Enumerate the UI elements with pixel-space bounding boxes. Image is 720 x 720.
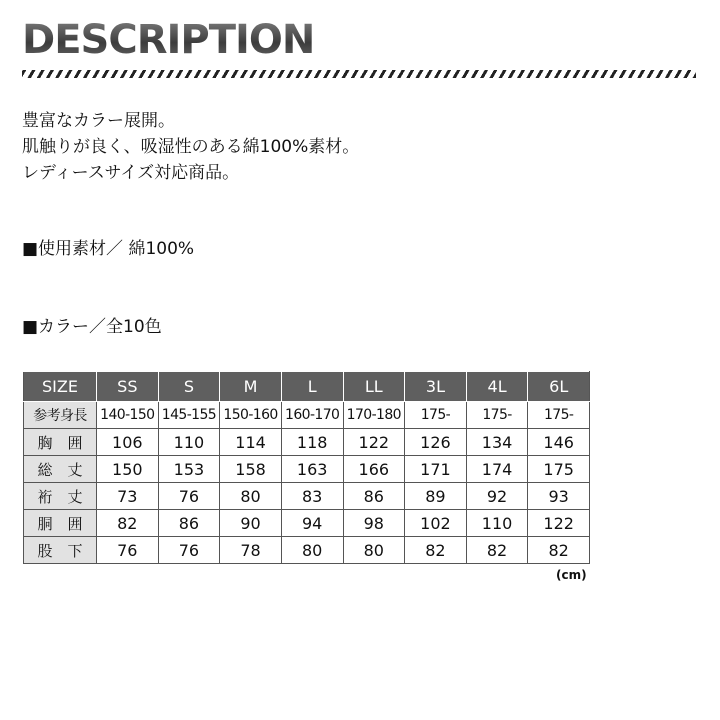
table-row-label: 裄 丈 — [24, 483, 97, 510]
table-cell: 82 — [466, 537, 528, 564]
table-cell: 73 — [97, 483, 159, 510]
table-cell: 158 — [220, 456, 282, 483]
unit-label: (cm) — [556, 568, 587, 582]
table-cell: 122 — [343, 429, 405, 456]
table-header-row — [24, 372, 590, 402]
table-cell: 175 — [528, 456, 590, 483]
table-row-label: 胸 囲 — [24, 429, 97, 456]
table-row — [24, 510, 590, 537]
table-cell: 90 — [220, 510, 282, 537]
description-line: レディースサイズ対応商品。 — [22, 163, 240, 183]
table-cell: 126 — [405, 429, 467, 456]
table-cell: 171 — [405, 456, 467, 483]
table-cell: 114 — [220, 429, 282, 456]
table-cell: 153 — [158, 456, 220, 483]
table-row-label: 総 丈 — [24, 456, 97, 483]
table-row — [24, 537, 590, 564]
table-row — [24, 429, 590, 456]
table-cell: 150-160 — [220, 402, 282, 429]
diagonal-stripe-divider — [22, 70, 696, 78]
table-cell: 134 — [466, 429, 528, 456]
table-cell: 76 — [97, 537, 159, 564]
table-header-cell: SS — [97, 372, 159, 402]
table-cell: 174 — [466, 456, 528, 483]
table-cell: 110 — [158, 429, 220, 456]
table-header-cell: 6L — [528, 372, 590, 402]
table-cell: 122 — [528, 510, 590, 537]
table-cell: 83 — [281, 483, 343, 510]
table-cell: 80 — [343, 537, 405, 564]
table-cell: 82 — [528, 537, 590, 564]
table-cell: 150 — [97, 456, 159, 483]
color-info: ■カラー／全10色 — [22, 317, 162, 337]
table-cell: 98 — [343, 510, 405, 537]
table-cell: 106 — [97, 429, 159, 456]
table-cell: 94 — [281, 510, 343, 537]
table-cell: 80 — [220, 483, 282, 510]
table-header-cell: L — [281, 372, 343, 402]
table-cell: 166 — [343, 456, 405, 483]
table-header-cell: 4L — [466, 372, 528, 402]
table-cell: 170-180 — [343, 402, 405, 429]
table-row-label: 股 下 — [24, 537, 97, 564]
table-row — [24, 483, 590, 510]
table-cell: 86 — [158, 510, 220, 537]
description-text — [22, 108, 359, 186]
material-info: ■使用素材／ 綿100% — [22, 239, 195, 259]
page-title: DESCRIPTION — [22, 14, 314, 66]
table-cell: 76 — [158, 483, 220, 510]
table-cell: 140-150 — [97, 402, 159, 429]
table-cell: 110 — [466, 510, 528, 537]
size-table — [23, 371, 590, 564]
table-row — [24, 456, 590, 483]
description-line: 豊富なカラー展開。 — [22, 111, 175, 131]
table-cell: 92 — [466, 483, 528, 510]
table-row-label: 参考身長 — [24, 402, 97, 429]
table-cell: 175- — [466, 402, 528, 429]
table-cell: 82 — [405, 537, 467, 564]
table-row — [24, 402, 590, 429]
table-header-cell: M — [220, 372, 282, 402]
table-cell: 146 — [528, 429, 590, 456]
table-cell: 118 — [281, 429, 343, 456]
table-cell: 93 — [528, 483, 590, 510]
table-cell: 82 — [97, 510, 159, 537]
table-row-label: 胴 囲 — [24, 510, 97, 537]
table-cell: 76 — [158, 537, 220, 564]
table-header-cell: S — [158, 372, 220, 402]
table-header-size: SIZE — [24, 372, 97, 402]
table-cell: 160-170 — [281, 402, 343, 429]
table-cell: 175- — [528, 402, 590, 429]
table-header-cell: LL — [343, 372, 405, 402]
table-cell: 86 — [343, 483, 405, 510]
table-cell: 175- — [405, 402, 467, 429]
description-line: 肌触りが良く、吸湿性のある綿100%素材。 — [22, 137, 360, 157]
table-cell: 89 — [405, 483, 467, 510]
table-cell: 78 — [220, 537, 282, 564]
table-cell: 80 — [281, 537, 343, 564]
table-header-cell: 3L — [405, 372, 467, 402]
table-cell: 102 — [405, 510, 467, 537]
table-cell: 163 — [281, 456, 343, 483]
table-cell: 145-155 — [158, 402, 220, 429]
